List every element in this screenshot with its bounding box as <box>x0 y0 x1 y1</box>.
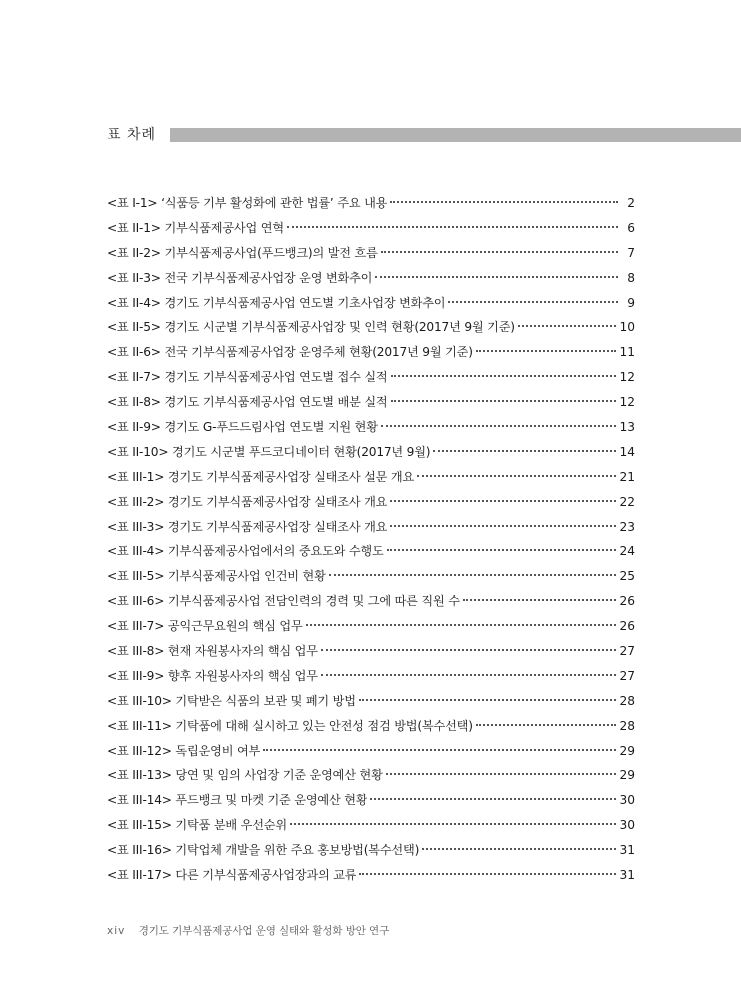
toc-entry[interactable] <box>107 392 635 417</box>
section-header <box>107 124 741 146</box>
dot-leader <box>518 325 617 327</box>
toc-entry[interactable] <box>107 517 635 542</box>
toc-entry[interactable] <box>107 541 635 566</box>
toc-entry[interactable] <box>107 218 635 243</box>
toc-entry-page: 27 <box>619 644 635 659</box>
dot-leader <box>306 624 617 626</box>
toc-entry-page: 7 <box>627 245 635 260</box>
toc-entry-title: <표 II-8> 경기도 기부식품제공사업 연도별 배분 실적 <box>107 395 388 410</box>
dot-leader <box>321 649 617 651</box>
toc-entry-title: <표 II-2> 기부식품제공사업(푸드뱅크)의 발전 흐름 <box>107 245 378 260</box>
toc-entry-title: <표 I-1> ‘식품등 기부 활성화에 관한 법률’ 주요 내용 <box>107 196 388 210</box>
toc-entry-page: 23 <box>619 519 635 534</box>
dot-leader <box>263 749 616 751</box>
toc-entry-title: <표 III-10> 기탁받은 식품의 보관 및 폐기 방법 <box>107 693 356 708</box>
toc-entry-title: <표 III-1> 경기도 기부식품제공사업장 실태조사 설문 개요 <box>107 469 415 484</box>
toc-entry-page: 13 <box>619 420 635 435</box>
toc-entry[interactable] <box>107 865 635 890</box>
dot-leader <box>476 350 617 352</box>
toc-entry[interactable] <box>107 268 635 293</box>
toc-entry[interactable] <box>107 317 635 342</box>
toc-entry-page: 26 <box>619 594 635 609</box>
dot-leader <box>390 525 616 527</box>
toc-entry-title: <표 III-15> 기탁품 분배 우선순위 <box>107 818 287 833</box>
toc-entry-title: <표 III-7> 공익근무요원의 핵심 업무 <box>107 619 303 634</box>
toc-entry[interactable] <box>107 417 635 442</box>
toc-entry-title: <표 III-4> 기부식품제공사업에서의 중요도와 수행도 <box>107 544 384 559</box>
toc-entry-page: 29 <box>619 743 635 758</box>
toc-entry[interactable] <box>107 765 635 790</box>
dot-leader <box>381 251 618 253</box>
page-footer <box>107 924 389 938</box>
toc-entry-title: <표 II-6> 전국 기부식품제공사업장 운영주체 현황(2017년 9월 기준) <box>107 345 473 360</box>
toc-entry-page: 24 <box>619 544 635 559</box>
toc-entry[interactable] <box>107 741 635 766</box>
toc-entry[interactable] <box>107 566 635 591</box>
dot-leader <box>390 201 618 203</box>
toc-entry-page: 25 <box>619 569 635 584</box>
toc-entry-title: <표 II-4> 경기도 기부식품제공사업 연도별 기초사업장 변화추이 <box>107 295 446 310</box>
toc-entry-title: <표 III-14> 푸드뱅크 및 마켓 기준 운영예산 현황 <box>107 793 368 808</box>
dot-leader <box>386 773 617 775</box>
toc-entry-title: <표 III-8> 현재 자원봉사자의 핵심 업무 <box>107 644 318 659</box>
dot-leader <box>359 699 617 701</box>
toc-entry-title: <표 III-12> 독립운영비 여부 <box>107 743 261 758</box>
toc-entry[interactable] <box>107 293 635 318</box>
toc-entry-title: <표 II-3> 전국 기부식품제공사업장 운영 변화추이 <box>107 270 373 285</box>
toc-entry-page: 10 <box>619 320 635 335</box>
toc-entry[interactable] <box>107 243 635 268</box>
toc-entry-title: <표 III-6> 기부식품제공사업 전담인력의 경력 및 그에 따른 직원 수 <box>107 594 460 609</box>
dot-leader <box>448 301 618 303</box>
dot-leader <box>287 226 618 228</box>
header-rule-bar <box>170 128 741 142</box>
toc-entry-page: 29 <box>619 768 635 783</box>
toc-entry[interactable] <box>107 193 635 218</box>
toc-entry-page: 27 <box>619 668 635 683</box>
toc-entry-title: <표 III-5> 기부식품제공사업 인건비 현황 <box>107 569 326 584</box>
toc-entry[interactable] <box>107 342 635 367</box>
dot-leader <box>391 375 617 377</box>
table-of-tables <box>107 193 635 890</box>
toc-entry-page: 9 <box>627 295 635 310</box>
toc-entry-title: <표 III-9> 향후 자원봉사자의 핵심 업무 <box>107 668 318 683</box>
toc-entry-page: 12 <box>619 395 635 410</box>
footer-book-title: 경기도 기부식품제공사업 운영 실태와 활성화 방안 연구 <box>138 925 390 937</box>
toc-entry-page: 30 <box>619 793 635 808</box>
toc-entry-page: 30 <box>619 818 635 833</box>
toc-entry-title: <표 III-3> 경기도 기부식품제공사업장 실태조사 개요 <box>107 519 388 534</box>
toc-entry-page: 31 <box>619 868 635 883</box>
toc-entry-title: <표 II-9> 경기도 G-푸드드림사업 연도별 지원 현황 <box>107 420 378 435</box>
dot-leader <box>290 823 617 825</box>
toc-entry-page: 14 <box>619 444 635 459</box>
toc-entry[interactable] <box>107 641 635 666</box>
toc-entry-title: <표 III-17> 다른 기부식품제공사업장과의 교류 <box>107 868 357 883</box>
dot-leader <box>476 724 617 726</box>
toc-entry[interactable] <box>107 691 635 716</box>
toc-entry-title: <표 III-16> 기탁업체 개발을 위한 주요 홍보방법(복수선택) <box>107 843 420 858</box>
toc-entry-title: <표 II-10> 경기도 시군별 푸드코디네이터 현황(2017년 9월) <box>107 444 431 459</box>
dot-leader <box>390 500 616 502</box>
toc-entry-title: <표 II-1> 기부식품제공사업 연혁 <box>107 220 284 235</box>
dot-leader <box>417 475 616 477</box>
dot-leader <box>391 400 617 402</box>
toc-entry-page: 22 <box>619 494 635 509</box>
toc-entry[interactable] <box>107 367 635 392</box>
dot-leader <box>463 599 617 601</box>
toc-entry-page: 26 <box>619 619 635 634</box>
toc-entry-page: 2 <box>627 196 635 210</box>
toc-entry-page: 11 <box>619 345 635 360</box>
toc-entry[interactable] <box>107 815 635 840</box>
toc-entry-title: <표 III-11> 기탁품에 대해 실시하고 있는 안전성 점검 방법(복수선택) <box>107 718 473 733</box>
dot-leader <box>422 848 616 850</box>
toc-entry-title: <표 II-5> 경기도 시군별 기부식품제공사업장 및 인력 현황(2017년 9월 기준) <box>107 320 515 335</box>
toc-entry-page: 8 <box>627 270 635 285</box>
dot-leader <box>387 549 617 551</box>
toc-entry[interactable] <box>107 840 635 865</box>
dot-leader <box>329 574 617 576</box>
toc-entry-page: 6 <box>627 220 635 235</box>
dot-leader <box>381 425 617 427</box>
toc-entry-title: <표 II-7> 경기도 기부식품제공사업 연도별 접수 실적 <box>107 370 388 385</box>
dot-leader <box>321 674 617 676</box>
toc-entry[interactable] <box>107 467 635 492</box>
toc-entry[interactable] <box>107 591 635 616</box>
toc-entry[interactable] <box>107 442 635 467</box>
toc-entry[interactable] <box>107 492 635 517</box>
toc-entry-page: 21 <box>619 469 635 484</box>
toc-entry[interactable] <box>107 716 635 741</box>
dot-leader <box>375 276 618 278</box>
toc-entry-page: 31 <box>619 843 635 858</box>
toc-entry[interactable] <box>107 790 635 815</box>
toc-entry-title: <표 III-13> 당연 및 임의 사업장 기준 운영예산 현황 <box>107 768 383 783</box>
dot-leader <box>370 798 616 800</box>
dot-leader <box>433 450 616 452</box>
toc-entry-title: <표 III-2> 경기도 기부식품제공사업장 실태조사 개요 <box>107 494 388 509</box>
dot-leader <box>359 873 616 875</box>
toc-entry-page: 28 <box>619 693 635 708</box>
footer-page-number: xiv <box>107 925 126 937</box>
page-title: 표 차례 <box>107 127 157 143</box>
toc-entry-page: 12 <box>619 370 635 385</box>
toc-entry[interactable] <box>107 616 635 641</box>
toc-entry[interactable] <box>107 666 635 691</box>
toc-entry-page: 28 <box>619 718 635 733</box>
